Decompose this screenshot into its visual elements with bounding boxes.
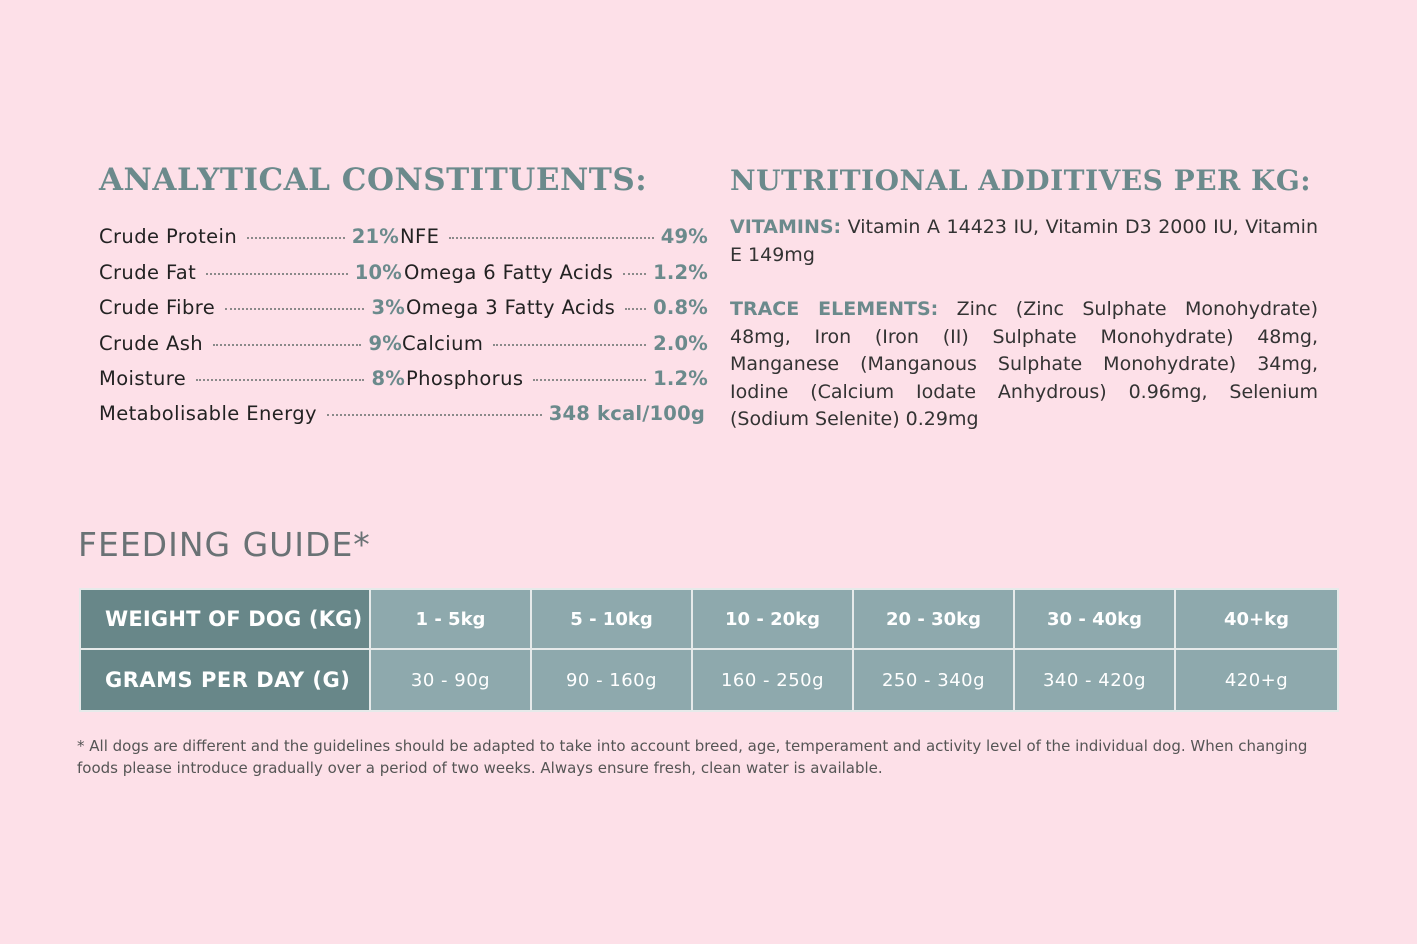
weight-cell: 20 - 30kg xyxy=(853,589,1014,649)
constituent-value: 2.0% xyxy=(653,332,708,355)
weight-cell: 40+kg xyxy=(1175,589,1338,649)
constituent-name: Omega 6 Fatty Acids xyxy=(404,261,614,284)
constituent-name: Phosphorus xyxy=(406,367,524,390)
grams-cell: 30 - 90g xyxy=(370,649,531,711)
weight-cell: 5 - 10kg xyxy=(531,589,692,649)
dot-leader xyxy=(247,237,345,239)
constituent-row xyxy=(404,261,708,285)
dot-leader xyxy=(625,308,646,310)
energy-name: Metabolisable Energy xyxy=(99,402,317,425)
constituent-name: Crude Protein xyxy=(99,225,238,248)
constituent-row xyxy=(400,225,708,249)
constituent-value: 0.8% xyxy=(653,296,708,319)
table-row xyxy=(80,589,1338,649)
constituent-name: Crude Ash xyxy=(99,332,204,355)
constituent-name: Omega 3 Fatty Acids xyxy=(406,296,616,319)
constituent-value: 8% xyxy=(371,367,405,390)
constituent-row xyxy=(99,225,399,249)
trace-elements-label: TRACE ELEMENTS: xyxy=(730,298,939,320)
grams-cell: 420+g xyxy=(1175,649,1338,711)
grams-cell: 340 - 420g xyxy=(1014,649,1175,711)
trace-elements-paragraph xyxy=(730,296,1318,434)
energy-row xyxy=(99,402,705,426)
analytical-constituents-title: ANALYTICAL CONSTITUENTS: xyxy=(99,162,648,198)
dot-leader xyxy=(493,344,646,346)
constituent-row xyxy=(99,367,405,391)
weight-cell: 30 - 40kg xyxy=(1014,589,1175,649)
grams-row-header: GRAMS PER DAY (G) xyxy=(80,649,370,711)
constituent-row xyxy=(99,261,402,285)
constituent-row xyxy=(99,332,402,356)
constituent-value: 1.2% xyxy=(653,367,708,390)
constituent-value: 3% xyxy=(371,296,405,319)
grams-cell: 90 - 160g xyxy=(531,649,692,711)
constituent-name: Moisture xyxy=(99,367,187,390)
constituent-row xyxy=(99,296,405,320)
constituent-value: 10% xyxy=(354,261,402,284)
trace-elements-text: Zinc (Zinc Sulphate Monohydrate) 48mg, Iron (Iron (II) Sulphate Monohydrate) 48mg, Manganese (Manganous Sulphate Monohydrate) 34mg, Iodine (Calcium Iodate Anhydrous) 0.96mg, Selenium (Sodium Selenite) 0.29mg xyxy=(730,298,1319,430)
dot-leader xyxy=(225,308,364,310)
constituent-value: 21% xyxy=(351,225,399,248)
table-row xyxy=(80,649,1338,711)
grams-cell: 160 - 250g xyxy=(692,649,853,711)
constituent-name: Crude Fibre xyxy=(99,296,216,319)
dot-leader xyxy=(449,237,653,239)
energy-value: 348 kcal/100g xyxy=(548,402,705,425)
weight-cell: 10 - 20kg xyxy=(692,589,853,649)
constituent-row xyxy=(402,332,708,356)
constituent-value: 49% xyxy=(660,225,708,248)
vitamins-label: VITAMINS: xyxy=(730,216,842,238)
dot-leader xyxy=(623,273,646,275)
weight-row-header: WEIGHT OF DOG (KG) xyxy=(80,589,370,649)
constituent-name: NFE xyxy=(400,225,440,248)
dot-leader xyxy=(327,414,542,416)
vitamins-text: Vitamin A 14423 IU, Vitamin D3 2000 IU, Vitamin E 149mg xyxy=(730,216,1318,266)
dot-leader xyxy=(206,273,348,275)
feeding-footnote: * All dogs are different and the guidelines should be adapted to take into account breed, age, temperament and activity level of the individual dog. When changing foods please introduce gradually over a period of two weeks. Always ensure fresh, clean water is available. xyxy=(77,737,1308,777)
vitamins-paragraph xyxy=(730,214,1318,269)
dot-leader xyxy=(196,379,364,381)
constituent-value: 9% xyxy=(368,332,402,355)
weight-cell: 1 - 5kg xyxy=(370,589,531,649)
nutritional-additives-title: NUTRITIONAL ADDITIVES PER KG: xyxy=(730,164,1312,197)
constituent-row xyxy=(406,367,708,391)
dot-leader xyxy=(213,344,361,346)
constituent-row xyxy=(406,296,708,320)
constituent-name: Crude Fat xyxy=(99,261,197,284)
dot-leader xyxy=(533,379,646,381)
feeding-guide-table xyxy=(79,588,1339,712)
grams-cell: 250 - 340g xyxy=(853,649,1014,711)
constituent-name: Calcium xyxy=(402,332,484,355)
feeding-guide-title: FEEDING GUIDE* xyxy=(78,525,371,564)
constituent-value: 1.2% xyxy=(653,261,708,284)
